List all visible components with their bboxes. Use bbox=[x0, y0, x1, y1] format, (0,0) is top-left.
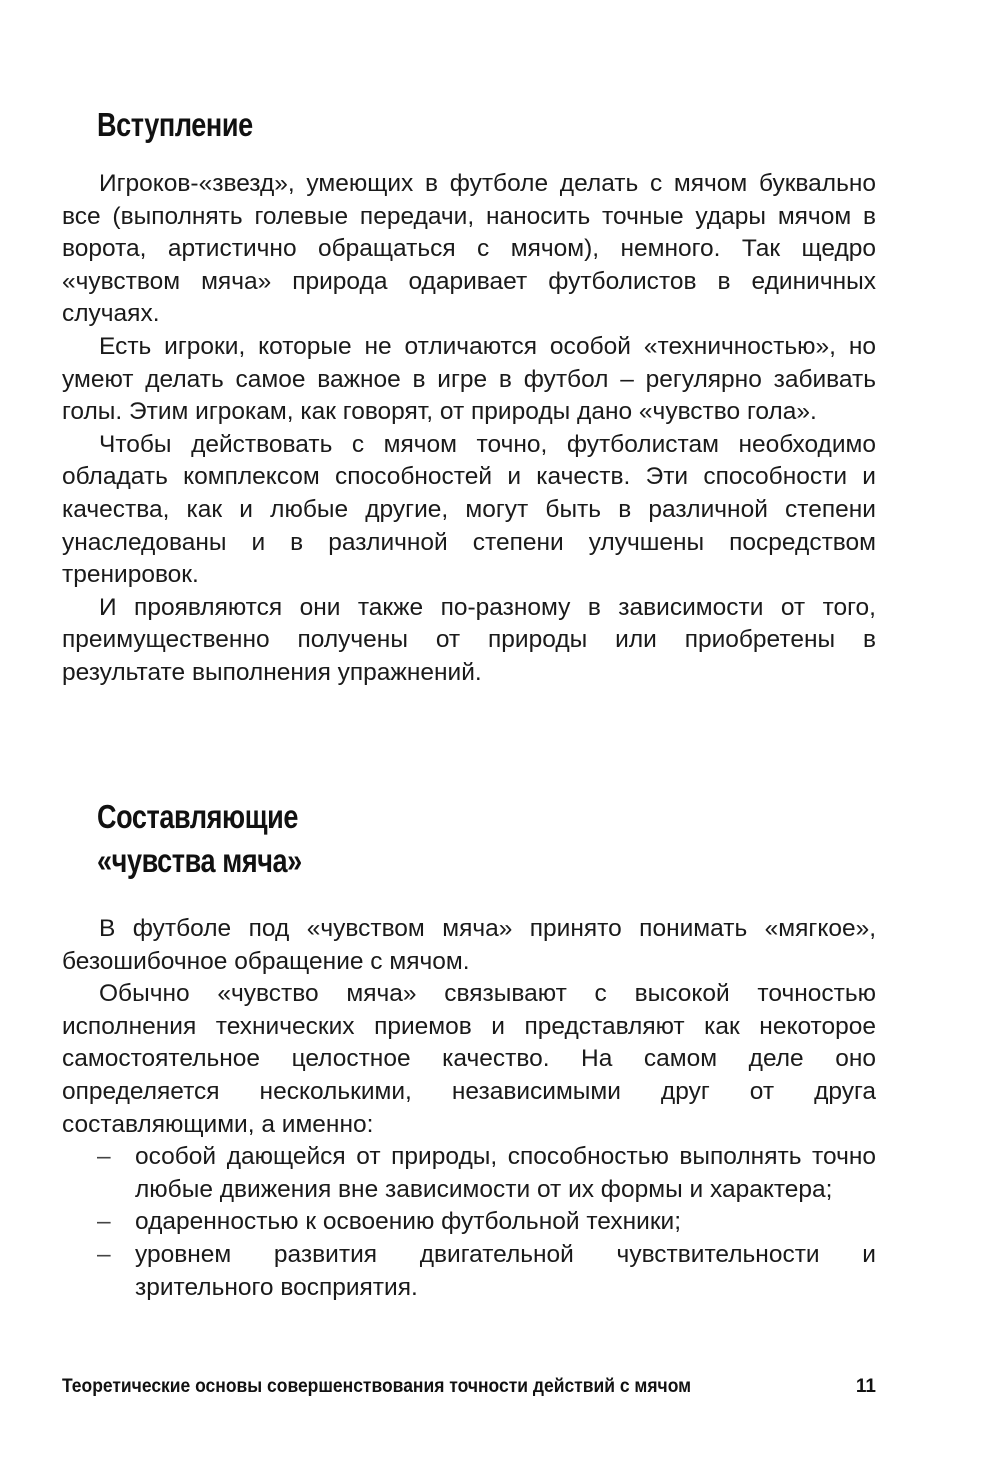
page-number: 11 bbox=[855, 1376, 876, 1397]
paragraph: Есть игроки, которые не отличаются особой «техничностью», но умеют делать самое важное в игре в футбол – регулярно забивать голы. Этим игрокам, как говорят, от природы дано «чувство гола». bbox=[62, 332, 876, 426]
paragraph: В футболе под «чувством мяча» принято понимать «мягкое», безошибочное обращение с мячом. bbox=[62, 915, 876, 975]
running-title: Теоретические основы совершенствования точности действий с мячом bbox=[62, 1376, 692, 1397]
paragraph: Обычно «чувство мяча» связывают с высокой точностью исполнения технических приемов и представляют как некоторое самостоятельное целостное качество. На самом деле оно определяется несколькими, независимыми друг от друга составляющими, а именно: bbox=[62, 980, 876, 1138]
list-item bbox=[62, 1206, 876, 1239]
paragraph: Игроков-«звезд», умеющих в футболе делать с мячом буквально все (выполнять голевые передачи, наносить точные удары мячом в ворота, артистично обращаться с мячом), немного. Так щедро «чувством мяча» природа одаривает футболистов в единичных случаях. bbox=[62, 170, 876, 328]
components-list bbox=[62, 1141, 876, 1304]
section-heading-introduction: Вступление bbox=[97, 106, 253, 143]
page-footer bbox=[62, 1372, 876, 1402]
list-dash: – bbox=[97, 1240, 111, 1268]
section-heading-ball-feel-components bbox=[97, 795, 302, 883]
list-item bbox=[62, 1239, 876, 1304]
list-item-text: особой дающейся от природы, способностью выполнять точно любые движения вне зависимости от их формы и характера; bbox=[135, 1143, 876, 1203]
heading-line: Составляющие bbox=[97, 798, 299, 835]
paragraph: Чтобы действовать с мячом точно, футболистам необходимо обладать комплексом способностей и качеств. Эти способности и качества, как и любые другие, могут быть в различной степени унаследованы и в различной степени улучшены посредством тренировок. bbox=[62, 430, 876, 589]
paragraph: И проявляются они также по-разному в зависимости от того, преимущественно получены от природы или приобретены в результате выполнения упражнений. bbox=[62, 593, 876, 686]
list-item-text: одаренностью к освоению футбольной техники; bbox=[135, 1208, 682, 1236]
section-body-introduction bbox=[62, 168, 876, 690]
heading-line: «чувства мяча» bbox=[97, 842, 302, 879]
list-dash: – bbox=[97, 1143, 111, 1171]
list-item-text: уровнем развития двигательной чувствительности и зрительного восприятия. bbox=[135, 1240, 876, 1301]
section-body-ball-feel-components bbox=[62, 913, 876, 1304]
list-dash: – bbox=[97, 1208, 111, 1236]
list-item bbox=[62, 1141, 876, 1206]
